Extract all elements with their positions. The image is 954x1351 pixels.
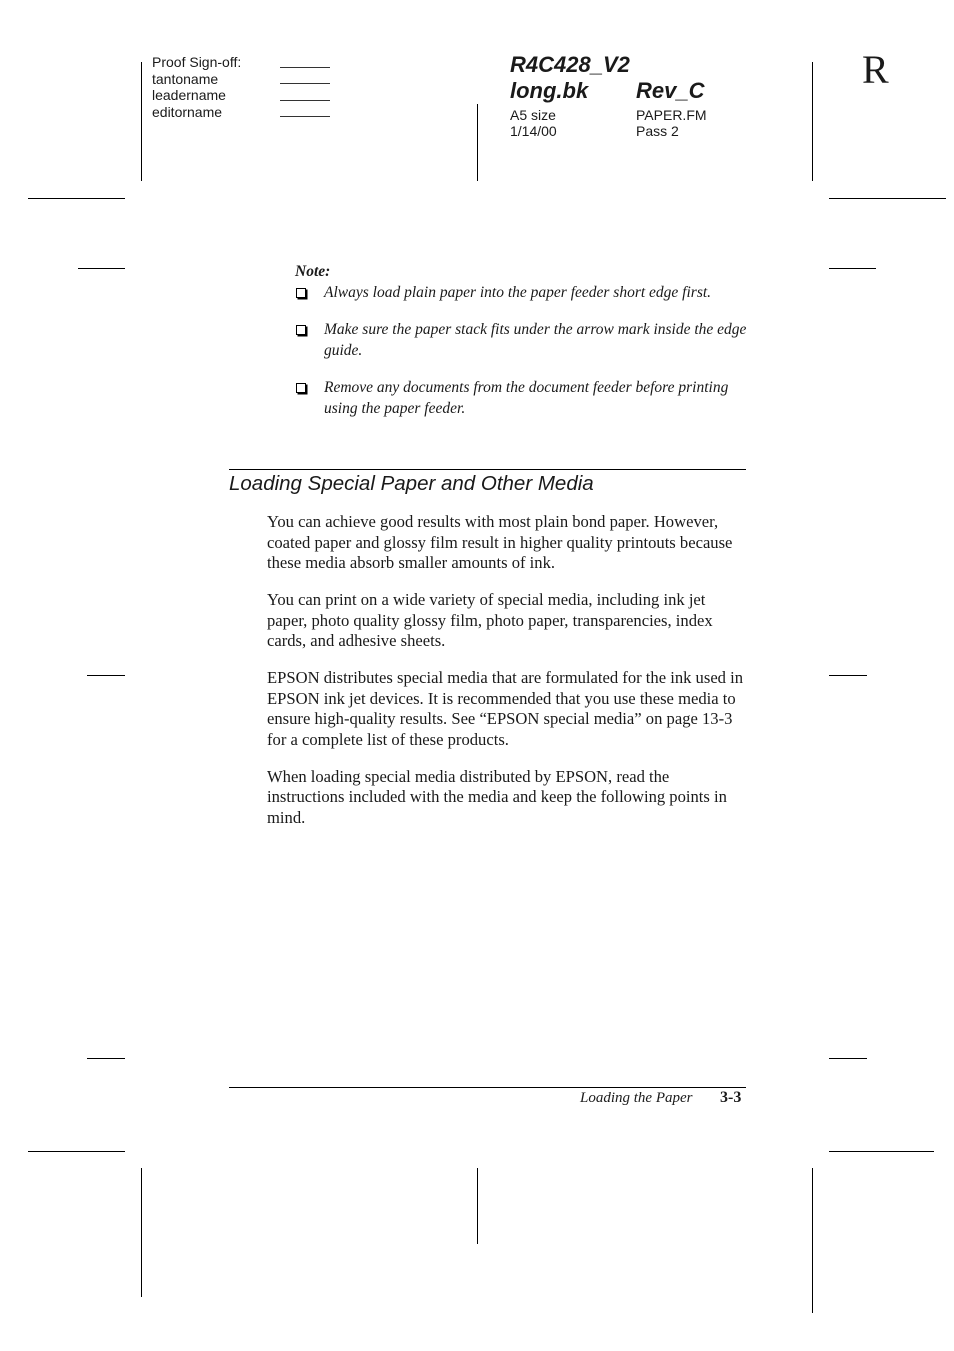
crop-mark (829, 675, 867, 676)
signoff-blank (280, 87, 330, 104)
corner-letter: R (862, 47, 889, 92)
crop-mark (141, 62, 142, 181)
crop-mark (477, 104, 478, 181)
crop-mark (829, 1151, 934, 1152)
note-item (295, 282, 755, 303)
section-heading: Loading Special Paper and Other Media (229, 472, 594, 495)
note-item (295, 319, 755, 361)
doc-id: R4C428_V2 (510, 52, 630, 77)
crop-mark (78, 268, 125, 269)
checkbox-bullet-icon (296, 383, 306, 393)
crop-mark (28, 198, 125, 199)
crop-mark (87, 675, 125, 676)
crop-mark (829, 268, 876, 269)
page-number: 3-3 (720, 1089, 742, 1106)
body-paragraph: When loading special media distributed by EPSON, read the instructions included with the media and keep the following points in mind. (267, 766, 727, 827)
file-name: PAPER.FM (636, 107, 707, 123)
body-paragraph: You can print on a wide variety of special media, including ink jet paper, photo quality glossy film, photo paper, transparencies, index cards, and adhesive sheets. (267, 590, 713, 650)
crop-mark (477, 1168, 478, 1244)
page-size: A5 size (510, 107, 556, 123)
section-body (267, 512, 747, 845)
crop-mark (829, 198, 946, 199)
note-item-text: Remove any documents from the document feeder before printing using the paper feeder. (324, 379, 729, 417)
crop-mark (829, 1058, 867, 1059)
body-paragraph: EPSON distributes special media that are formulated for the ink used in EPSON ink jet devices. It is recommended that you use these media to ensure high-quality results. See “EPSON special media” on page 13-3 for a complete list of these products. (267, 668, 744, 749)
signoff-blanks (280, 54, 330, 120)
footer-chapter-title: Loading the Paper (580, 1090, 693, 1106)
crop-mark (141, 1168, 142, 1297)
footer-rule (229, 1087, 746, 1088)
revision: Rev_C (636, 78, 705, 103)
proof-label: Proof Sign-off: (152, 54, 242, 70)
signoff-blank (280, 71, 330, 88)
note-item-text: Make sure the paper stack fits under the arrow mark inside the edge guide. (324, 321, 747, 359)
signoff-blank (280, 104, 330, 121)
book-file: long.bk (510, 78, 589, 103)
pass-number: Pass 2 (636, 123, 679, 139)
signoff-name: editorname (152, 103, 223, 120)
body-paragraph: You can achieve good results with most plain bond paper. However, coated paper and glossy film result in higher quality printouts because these media absorb smaller amounts of ink. (267, 512, 733, 572)
crop-mark (812, 1168, 813, 1313)
note-item (295, 377, 755, 419)
note-item-text: Always load plain paper into the paper feeder short edge first. (324, 284, 712, 301)
crop-mark (28, 1151, 125, 1152)
crop-mark (87, 1058, 125, 1059)
signoff-name: tantoname (152, 70, 219, 87)
section-rule (229, 469, 746, 470)
proof-signoff (152, 54, 241, 120)
crop-mark (812, 62, 813, 181)
doc-date: 1/14/00 (510, 123, 557, 139)
checkbox-bullet-icon (296, 325, 306, 335)
note-label: Note: (295, 263, 331, 280)
signoff-name: leadername (152, 87, 226, 104)
note-block (295, 262, 755, 419)
checkbox-bullet-icon (296, 288, 306, 298)
